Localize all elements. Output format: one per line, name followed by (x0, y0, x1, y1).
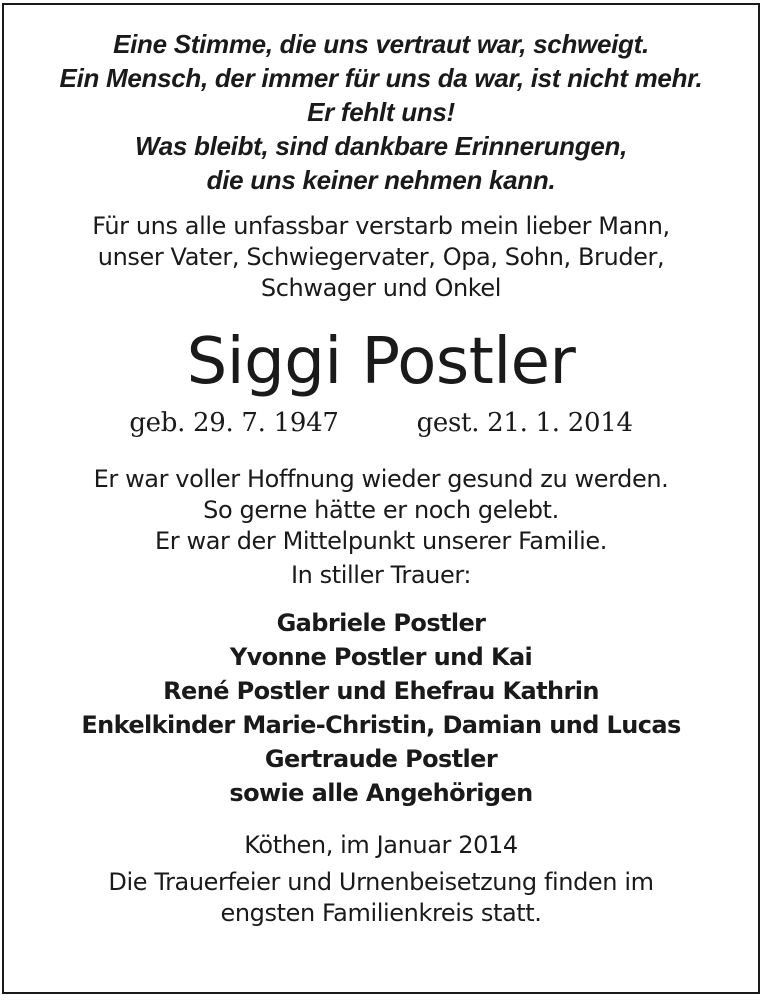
obituary-notice (2, 3, 760, 994)
mourners-list (4, 606, 758, 810)
birth-date: geb. 29. 7. 1947 (129, 408, 339, 438)
motto-line: Eine Stimme, die uns vertraut war, schweigt. (113, 29, 649, 59)
motto-line: Ein Mensch, der immer für uns da war, ist nicht mehr. (59, 63, 703, 93)
funeral-note-line: Die Trauerfeier und Urnenbeisetzung finden im (108, 868, 654, 896)
motto-line: die uns keiner nehmen kann. (206, 165, 556, 195)
mourner-name: sowie alle Angehörigen (229, 779, 533, 807)
funeral-note (4, 867, 758, 929)
motto-line: Er fehlt uns! (307, 97, 455, 127)
tribute-text (4, 464, 758, 557)
motto-verse (4, 27, 758, 197)
mourner-name: Yvonne Postler und Kai (229, 643, 533, 671)
mourning-label: In stiller Trauer: (290, 561, 472, 589)
mourner-name: René Postler und Ehefrau Kathrin (163, 677, 599, 705)
death-date: gest. 21. 1. 2014 (416, 408, 633, 438)
place-and-date: Köthen, im Januar 2014 (244, 831, 518, 859)
tribute-line: So gerne hätte er noch gelebt. (203, 496, 559, 524)
funeral-note-line: engsten Familienkreis statt. (220, 899, 542, 927)
announcement-intro (4, 211, 758, 304)
tribute-line: Er war der Mittelpunkt unserer Familie. (155, 527, 607, 555)
intro-line: unser Vater, Schwiegervater, Opa, Sohn, Bruder, (97, 243, 665, 271)
intro-line: Für uns alle unfassbar verstarb mein lieber Mann, (92, 212, 670, 240)
mourner-name: Enkelkinder Marie-Christin, Damian und Lucas (81, 711, 681, 739)
tribute-line: Er war voller Hoffnung wieder gesund zu werden. (93, 465, 669, 493)
intro-line: Schwager und Onkel (260, 274, 502, 302)
mourner-name: Gertraude Postler (264, 745, 498, 773)
mourner-name: Gabriele Postler (276, 609, 486, 637)
life-dates (4, 406, 758, 440)
motto-line: Was bleibt, sind dankbare Erinnerungen, (134, 131, 628, 161)
deceased-name: Siggi Postler (186, 325, 576, 399)
